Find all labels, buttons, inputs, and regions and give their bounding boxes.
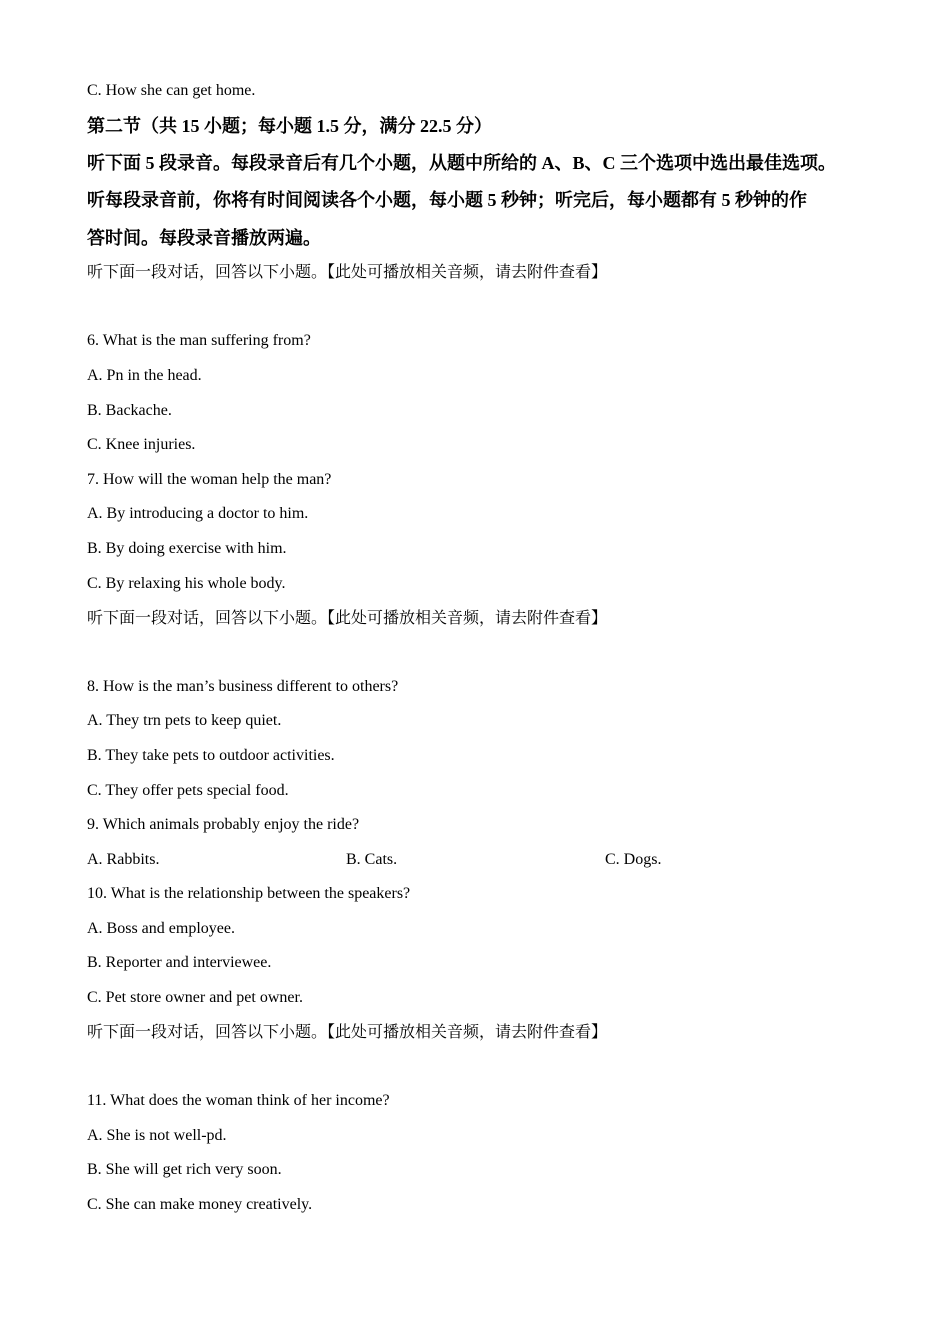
- question-10-option-b: B. Reporter and interviewee.: [87, 954, 272, 971]
- question-6-option-a: A. Pn in the head.: [87, 367, 202, 384]
- question-8-option-a: A. They trn pets to keep quiet.: [87, 712, 282, 729]
- question-11-option-a: A. She is not well-pd.: [87, 1127, 227, 1144]
- question-10: 10. What is the relationship between the speakers?: [87, 885, 411, 902]
- question-9: 9. Which animals probably enjoy the ride?: [87, 816, 360, 833]
- question-7-option-b: B. By doing exercise with him.: [87, 540, 287, 557]
- audio-note: 听下面一段对话，回答以下小题。【此处可播放相关音频，请去附件查看】: [87, 610, 608, 627]
- question-6-option-b: B. Backache.: [87, 402, 172, 419]
- section-heading: 第二节（共 15 小题；每小题 1.5 分，满分 22.5 分）: [87, 116, 492, 136]
- question-9-option-b: B. Cats.: [346, 851, 398, 868]
- audio-note: 听下面一段对话，回答以下小题。【此处可播放相关音频，请去附件查看】: [87, 264, 608, 281]
- question-7-option-c: C. By relaxing his whole body.: [87, 575, 286, 592]
- question-6-option-c: C. Knee injuries.: [87, 436, 196, 453]
- question-9-option-a: A. Rabbits.: [87, 851, 160, 868]
- instruction-line-1: 听下面 5 段录音。每段录音后有几个小题，从题中所给的 A、B、C 三个选项中选出最佳选项。: [87, 153, 836, 173]
- audio-note: 听下面一段对话，回答以下小题。【此处可播放相关音频，请去附件查看】: [87, 1024, 608, 1041]
- question-7-option-a: A. By introducing a doctor to him.: [87, 505, 309, 522]
- question-7: 7. How will the woman help the man?: [87, 471, 332, 488]
- question-8: 8. How is the man’s business different to others?: [87, 678, 399, 695]
- question-6: 6. What is the man suffering from?: [87, 332, 311, 349]
- question-9-option-c: C. Dogs.: [605, 851, 662, 868]
- question-11-option-c: C. She can make money creatively.: [87, 1196, 313, 1213]
- question-11-option-b: B. She will get rich very soon.: [87, 1161, 282, 1178]
- question-10-option-c: C. Pet store owner and pet owner.: [87, 989, 303, 1006]
- question-11: 11. What does the woman think of her income?: [87, 1092, 390, 1109]
- previous-option-c: C. How she can get home.: [87, 82, 256, 99]
- instruction-line-3: 答时间。每段录音播放两遍。: [87, 228, 321, 248]
- instruction-line-2: 听每段录音前，你将有时间阅读各个小题，每小题 5 秒钟；听完后，每小题都有 5 秒钟的作: [87, 190, 807, 210]
- question-10-option-a: A. Boss and employee.: [87, 920, 235, 937]
- question-8-option-b: B. They take pets to outdoor activities.: [87, 747, 335, 764]
- question-8-option-c: C. They offer pets special food.: [87, 782, 289, 799]
